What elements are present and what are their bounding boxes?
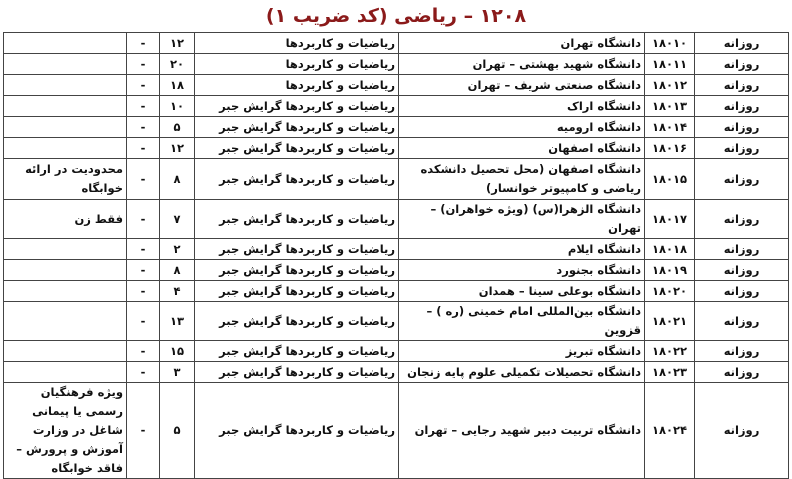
- field-cell: ریاضیات و کاربردها: [195, 75, 399, 96]
- program-code-cell: ۱۸۰۱۳: [645, 96, 695, 117]
- capacity-cell: ۲۰: [160, 54, 195, 75]
- program-code-cell: ۱۸۰۱۱: [645, 54, 695, 75]
- capacity-cell: ۱۳: [160, 302, 195, 341]
- course-type-cell: روزانه: [695, 96, 789, 117]
- program-code-cell: ۱۸۰۲۰: [645, 281, 695, 302]
- table-row: [4, 200, 789, 239]
- secondary-capacity-cell: -: [127, 302, 160, 341]
- university-cell: دانشگاه تهران: [399, 33, 645, 54]
- program-code-cell: ۱۸۰۱۷: [645, 200, 695, 239]
- note-cell: محدودیت در ارائه خوابگاه: [4, 159, 127, 200]
- page-title: ۱۲۰۸ – ریاضی (کد ضریب ۱): [265, 5, 527, 27]
- university-cell: دانشگاه اصفهان: [399, 138, 645, 159]
- capacity-cell: ۱۲: [160, 33, 195, 54]
- course-type-cell: روزانه: [695, 281, 789, 302]
- field-cell: ریاضیات و کاربردها گرایش جبر: [195, 117, 399, 138]
- secondary-capacity-cell: -: [127, 96, 160, 117]
- secondary-capacity-cell: -: [127, 383, 160, 479]
- university-cell: دانشگاه تحصیلات تکمیلی علوم پایه زنجان: [399, 362, 645, 383]
- program-code-cell: ۱۸۰۲۱: [645, 302, 695, 341]
- capacity-cell: ۷: [160, 200, 195, 239]
- university-cell: دانشگاه بوعلی سینا – همدان: [399, 281, 645, 302]
- capacity-cell: ۸: [160, 260, 195, 281]
- course-type-cell: روزانه: [695, 159, 789, 200]
- program-code-cell: ۱۸۰۱۴: [645, 117, 695, 138]
- note-cell: [4, 281, 127, 302]
- secondary-capacity-cell: -: [127, 341, 160, 362]
- university-cell: دانشگاه ارومیه: [399, 117, 645, 138]
- field-cell: ریاضیات و کاربردها گرایش جبر: [195, 239, 399, 260]
- field-cell: ریاضیات و کاربردها گرایش جبر: [195, 341, 399, 362]
- field-cell: ریاضیات و کاربردها: [195, 33, 399, 54]
- table-row: [4, 138, 789, 159]
- table-row: [4, 117, 789, 138]
- secondary-capacity-cell: -: [127, 54, 160, 75]
- program-code-cell: ۱۸۰۱۸: [645, 239, 695, 260]
- field-cell: ریاضیات و کاربردها گرایش جبر: [195, 159, 399, 200]
- programs-table: [3, 32, 789, 479]
- program-code-cell: ۱۸۰۲۴: [645, 383, 695, 479]
- field-cell: ریاضیات و کاربردها گرایش جبر: [195, 302, 399, 341]
- capacity-cell: ۴: [160, 281, 195, 302]
- capacity-cell: ۱۸: [160, 75, 195, 96]
- field-cell: ریاضیات و کاربردها گرایش جبر: [195, 200, 399, 239]
- note-cell: [4, 54, 127, 75]
- capacity-cell: ۱۰: [160, 96, 195, 117]
- program-code-cell: ۱۸۰۱۲: [645, 75, 695, 96]
- course-type-cell: روزانه: [695, 260, 789, 281]
- program-code-cell: ۱۸۰۱۰: [645, 33, 695, 54]
- university-cell: دانشگاه اصفهان (محل تحصیل دانشکده ریاضی و کامپیوتر خوانسار): [399, 159, 645, 200]
- table-row: [4, 159, 789, 200]
- course-type-cell: روزانه: [695, 138, 789, 159]
- secondary-capacity-cell: -: [127, 260, 160, 281]
- course-type-cell: روزانه: [695, 383, 789, 479]
- field-cell: ریاضیات و کاربردها: [195, 54, 399, 75]
- table-row: [4, 33, 789, 54]
- note-cell: [4, 260, 127, 281]
- program-code-cell: ۱۸۰۱۶: [645, 138, 695, 159]
- program-code-cell: ۱۸۰۲۳: [645, 362, 695, 383]
- secondary-capacity-cell: -: [127, 239, 160, 260]
- secondary-capacity-cell: -: [127, 33, 160, 54]
- capacity-cell: ۱۲: [160, 138, 195, 159]
- table-row: [4, 341, 789, 362]
- course-type-cell: روزانه: [695, 54, 789, 75]
- program-code-cell: ۱۸۰۱۵: [645, 159, 695, 200]
- note-cell: [4, 362, 127, 383]
- university-cell: دانشگاه تربیت دبیر شهید رجایی – تهران: [399, 383, 645, 479]
- note-cell: [4, 117, 127, 138]
- secondary-capacity-cell: -: [127, 138, 160, 159]
- university-cell: دانشگاه الزهرا(س) (ویژه خواهران) – تهران: [399, 200, 645, 239]
- field-cell: ریاضیات و کاربردها گرایش جبر: [195, 96, 399, 117]
- university-cell: دانشگاه بجنورد: [399, 260, 645, 281]
- university-cell: دانشگاه شهید بهشتی – تهران: [399, 54, 645, 75]
- field-cell: ریاضیات و کاربردها گرایش جبر: [195, 260, 399, 281]
- university-cell: دانشگاه بین‌المللی امام خمینی (ره ) – قزوین: [399, 302, 645, 341]
- university-cell: دانشگاه تبریز: [399, 341, 645, 362]
- note-cell: [4, 96, 127, 117]
- course-type-cell: روزانه: [695, 362, 789, 383]
- note-cell: ویژه فرهنگیان رسمی یا پیمانی شاغل در وزارت آموزش و پرورش – فاقد خوابگاه: [4, 383, 127, 479]
- field-cell: ریاضیات و کاربردها گرایش جبر: [195, 138, 399, 159]
- university-cell: دانشگاه صنعتی شریف – تهران: [399, 75, 645, 96]
- university-cell: دانشگاه ایلام: [399, 239, 645, 260]
- course-type-cell: روزانه: [695, 302, 789, 341]
- university-cell: دانشگاه اراک: [399, 96, 645, 117]
- field-cell: ریاضیات و کاربردها گرایش جبر: [195, 281, 399, 302]
- secondary-capacity-cell: -: [127, 75, 160, 96]
- capacity-cell: ۵: [160, 383, 195, 479]
- program-code-cell: ۱۸۰۲۲: [645, 341, 695, 362]
- table-row: [4, 383, 789, 479]
- course-type-cell: روزانه: [695, 117, 789, 138]
- secondary-capacity-cell: -: [127, 362, 160, 383]
- table-row: [4, 54, 789, 75]
- note-cell: [4, 302, 127, 341]
- table-row: [4, 96, 789, 117]
- course-type-cell: روزانه: [695, 341, 789, 362]
- table-row: [4, 362, 789, 383]
- capacity-cell: ۵: [160, 117, 195, 138]
- course-type-cell: روزانه: [695, 33, 789, 54]
- capacity-cell: ۸: [160, 159, 195, 200]
- capacity-cell: ۳: [160, 362, 195, 383]
- secondary-capacity-cell: -: [127, 281, 160, 302]
- secondary-capacity-cell: -: [127, 159, 160, 200]
- note-cell: فقط زن: [4, 200, 127, 239]
- table-row: [4, 239, 789, 260]
- note-cell: [4, 33, 127, 54]
- secondary-capacity-cell: -: [127, 200, 160, 239]
- table-row: [4, 302, 789, 341]
- note-cell: [4, 75, 127, 96]
- note-cell: [4, 239, 127, 260]
- note-cell: [4, 341, 127, 362]
- course-type-cell: روزانه: [695, 200, 789, 239]
- capacity-cell: ۱۵: [160, 341, 195, 362]
- table-row: [4, 281, 789, 302]
- table-row: [4, 75, 789, 96]
- field-cell: ریاضیات و کاربردها گرایش جبر: [195, 362, 399, 383]
- field-cell: ریاضیات و کاربردها گرایش جبر: [195, 383, 399, 479]
- course-type-cell: روزانه: [695, 75, 789, 96]
- capacity-cell: ۲: [160, 239, 195, 260]
- table-row: [4, 260, 789, 281]
- program-code-cell: ۱۸۰۱۹: [645, 260, 695, 281]
- note-cell: [4, 138, 127, 159]
- course-type-cell: روزانه: [695, 239, 789, 260]
- secondary-capacity-cell: -: [127, 117, 160, 138]
